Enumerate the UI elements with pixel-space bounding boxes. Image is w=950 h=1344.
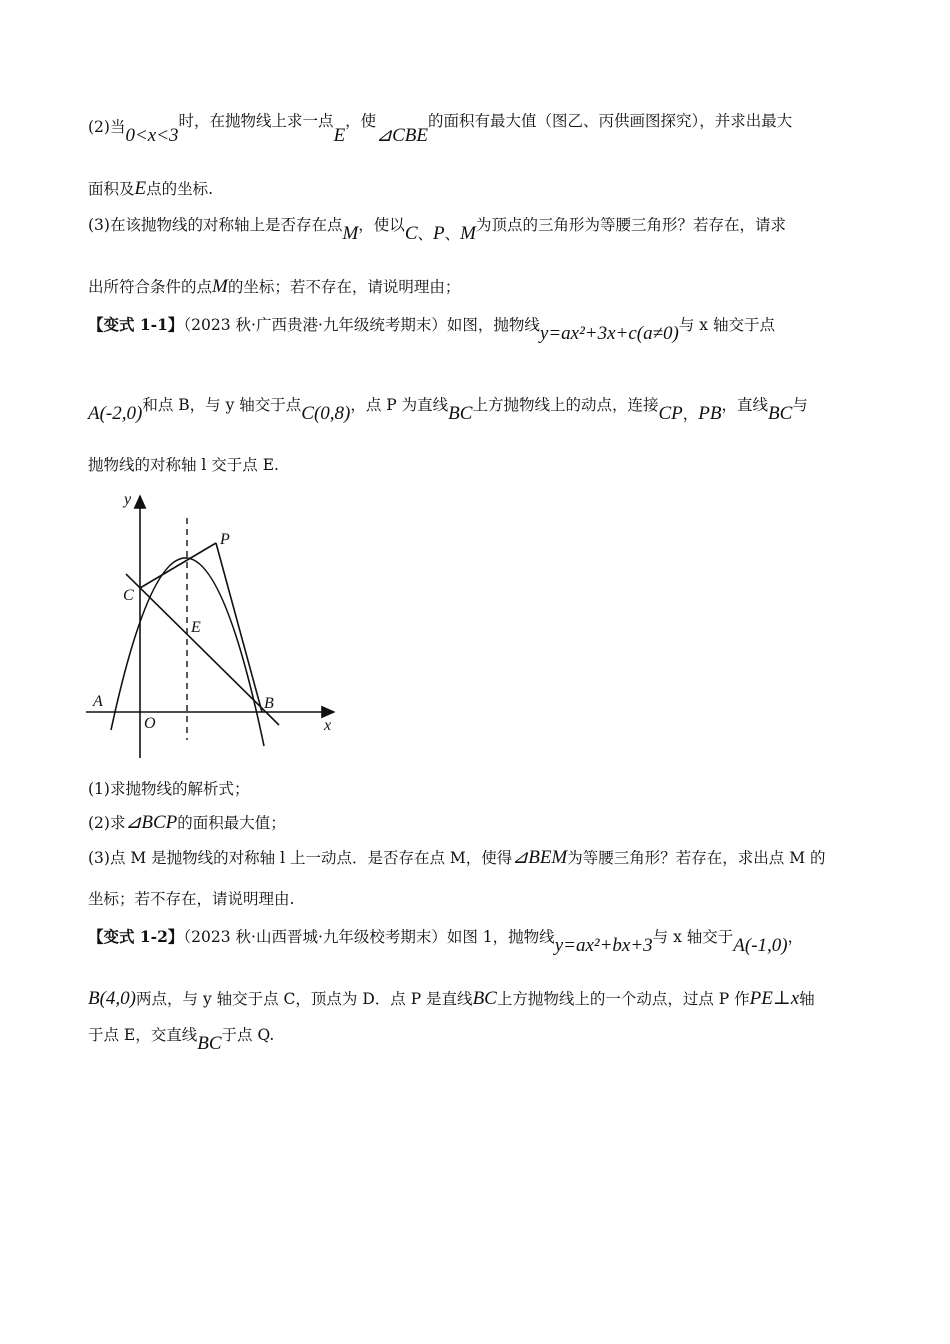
text: 与 x 轴交于点 xyxy=(678,316,775,334)
math-point-a: A(-1,0) xyxy=(733,935,788,956)
text-line-5 xyxy=(88,314,775,344)
math-point-a: A(-2,0) xyxy=(88,403,143,424)
variant-heading: 【变式 1-2】 xyxy=(88,927,184,946)
text-line-2 xyxy=(88,178,213,200)
text-line-9 xyxy=(88,812,286,834)
line-bc xyxy=(126,574,279,725)
label-a: A xyxy=(93,693,103,710)
segment-pb xyxy=(216,543,262,712)
math-inequality: 0<x<3 xyxy=(125,125,179,146)
math-segment-pb: PB xyxy=(698,403,722,424)
text-line-6 xyxy=(88,394,808,424)
text: 轴 xyxy=(799,990,815,1008)
text: 于点 Q. xyxy=(221,1026,275,1044)
label-p: P xyxy=(220,531,230,548)
variant-heading: 【变式 1-1】 xyxy=(88,315,184,334)
text: 的坐标；若不存在，请说明理由； xyxy=(227,278,461,296)
math-point-b: B(4,0) xyxy=(88,988,137,1009)
text: （2023 秋·山西晋城·九年级校考期末）如图 1，抛物线 xyxy=(183,928,555,946)
label-x: x xyxy=(324,717,332,734)
text-line-12 xyxy=(88,926,804,956)
parabola-figure xyxy=(84,488,344,763)
segment-cp xyxy=(140,543,216,588)
math-segment-cp: CP xyxy=(658,403,683,424)
text: ，直线 xyxy=(721,396,768,414)
text: 抛物线的对称轴 l 交于点 E. xyxy=(88,456,279,474)
math-triangle-bem: ⊿BEM xyxy=(512,847,568,868)
math-triangle-bcp: ⊿BCP xyxy=(125,812,178,833)
math-triangle-cbe: ⊿CBE xyxy=(376,125,428,146)
math-line-bc: BC xyxy=(197,1033,222,1054)
text-line-7 xyxy=(88,454,279,476)
math-perpendicular: PE⊥x xyxy=(749,988,800,1009)
text: 时，在抛物线上求一点 xyxy=(178,112,334,130)
text: ，点 P 为直线 xyxy=(350,396,449,414)
math-point-c: C(0,8) xyxy=(301,403,351,424)
label-o: O xyxy=(144,715,156,732)
text: 上方抛物线上的一个动点，过点 P 作 xyxy=(496,990,750,1008)
math-line-bc: BC xyxy=(448,403,473,424)
math-point-m: M xyxy=(460,223,476,244)
math-line-bc: BC xyxy=(767,403,793,424)
text: 上方抛物线上的动点，连接 xyxy=(472,396,659,414)
text-line-11 xyxy=(88,888,294,910)
label-c: C xyxy=(123,587,134,604)
text: 的面积最大值； xyxy=(177,814,286,832)
math-line-bc: BC xyxy=(472,988,497,1009)
text: 与 xyxy=(792,396,808,414)
math-parabola-formula: y=ax²+bx+3 xyxy=(554,935,653,956)
text-line-13 xyxy=(88,988,815,1010)
text: 面积及 xyxy=(88,180,135,198)
math-point-m: M xyxy=(342,223,359,244)
text: ， xyxy=(787,928,804,946)
text: ， xyxy=(682,405,699,423)
text: (2)求 xyxy=(88,814,126,832)
math-parabola-formula: y=ax²+3x+c(a≠0) xyxy=(539,323,679,344)
text: 和点 B，与 y 轴交于点 xyxy=(142,396,302,414)
text: 、 xyxy=(417,225,434,243)
text-line-14 xyxy=(88,1024,275,1054)
label-e: E xyxy=(191,619,201,636)
text: 坐标；若不存在，请说明理由. xyxy=(88,890,295,908)
text: 与 x 轴交于 xyxy=(652,928,734,946)
text: (1)求抛物线的解析式； xyxy=(88,780,250,798)
text-line-8 xyxy=(88,778,249,800)
label-y: y xyxy=(124,491,132,508)
text-line-4 xyxy=(88,276,460,298)
math-point-p: P xyxy=(433,223,445,244)
text: ，使 xyxy=(345,112,377,130)
text: (2)当 xyxy=(88,118,126,136)
math-point-c: C xyxy=(404,223,418,244)
text: 为顶点的三角形为等腰三角形？若存在，请求 xyxy=(475,216,786,234)
text-line-1 xyxy=(88,112,793,146)
text-line-3 xyxy=(88,214,786,244)
text: ，使以 xyxy=(358,216,405,234)
math-point-e: E xyxy=(333,125,346,146)
math-point-e: E xyxy=(134,178,147,199)
math-point-m: M xyxy=(212,276,228,297)
text: 为等腰三角形？若存在，求出点 M 的 xyxy=(567,849,826,867)
label-b: B xyxy=(264,695,274,712)
text: 、 xyxy=(444,225,461,243)
text-line-10 xyxy=(88,847,826,869)
text: 于点 E，交直线 xyxy=(88,1026,198,1044)
text: （2023 秋·广西贵港·九年级统考期末）如图，抛物线 xyxy=(183,316,540,334)
text: 出所符合条件的点 xyxy=(88,278,213,296)
text: 两点，与 y 轴交于点 C，顶点为 D．点 P 是直线 xyxy=(136,990,473,1008)
text: 点的坐标. xyxy=(146,180,214,198)
text: (3)点 M 是抛物线的对称轴 l 上一动点．是否存在点 M，使得 xyxy=(88,849,513,867)
text: (3)在该抛物线的对称轴上是否存在点 xyxy=(88,216,343,234)
text: 的面积有最大值（图乙、丙供画图探究），并求出最大 xyxy=(428,112,793,130)
